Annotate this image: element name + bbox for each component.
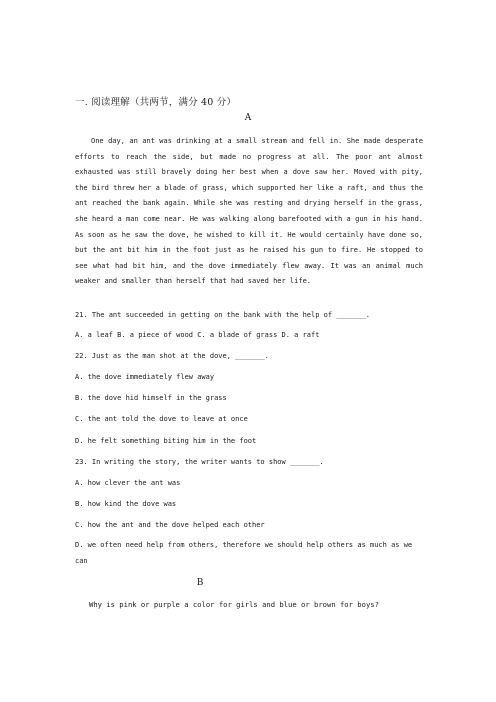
question-22-option-d: D. he felt something biting him in the foot	[75, 437, 257, 445]
question-23-stem: 23. In writing the story, the writer wants to show _______.	[75, 458, 324, 466]
question-23-option-d: D. we often need help from others, therefore we should help others as much as we can	[75, 541, 413, 565]
question-22-option-b: B. the dove hid himself in the grass	[75, 394, 227, 402]
part-b-label: B	[196, 578, 204, 588]
question-22-option-a: A. the dove immediately flew away	[75, 373, 215, 381]
question-21-stem: 21. The ant succeeded in getting on the bank with the help of _______.	[75, 311, 371, 319]
part-b-question: Why is pink or purple a color for girls and blue or brown for boys?	[89, 600, 379, 609]
part-a-label: A	[244, 113, 252, 123]
question-23-option-a: A. how clever the ant was	[75, 479, 181, 487]
question-21-options: A. a leaf B. a piece of wood C. a blade of grass D. a raft	[75, 331, 320, 339]
question-23-option-b: B. how kind the dove was	[75, 500, 177, 508]
question-22-option-c: C. the ant told the dove to leave at once	[75, 415, 248, 423]
question-23-option-c: C. how the ant and the dove helped each other	[75, 521, 265, 529]
question-22-stem: 22. Just as the man shot at the dove, _______.	[75, 352, 269, 360]
section-header: 一. 阅读理解（共两节，满分 40 分）	[75, 97, 237, 108]
passage-a: One day, an ant was drinking at a small stream and fell in. She made desperate efforts to reach the side, but made no progress at all. The poor ant almost exhausted was still bravely doing her best when a dove saw her. Moved with pity, the bird threw her a blade of grass, which supported her like a raft, and thus the ant reached the bank again. While she was resting and drying herself in the grass, she heard a man come near. He was walking along barefooted with a gun in his hand. As soon as he saw the dove, he wished to kill it. He would certainly have done so, but the ant bit him in the foot just as he raised his gun to fire. He stopped to see what had bit him, and the dove immediately flew away. It was an animal much weaker and smaller than herself that had saved her life.	[75, 137, 423, 286]
